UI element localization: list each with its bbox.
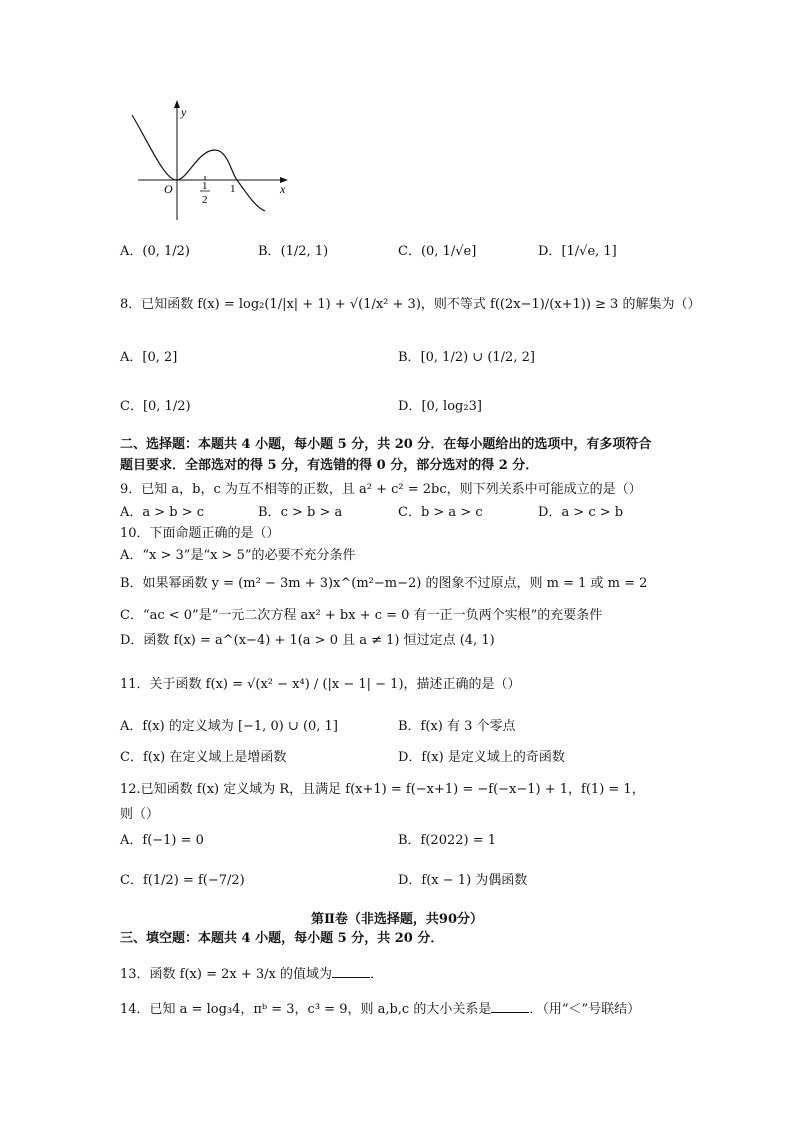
q10-stem: 10．下面命题正确的是（） — [120, 526, 280, 541]
q8-option-c-text: [0, 1/2) — [142, 399, 191, 414]
function-graph — [120, 95, 295, 225]
q7-option-c-letter: C． — [398, 244, 421, 259]
q10-option-d[interactable]: D．函数 f(x) = a^(x−4) + 1(a > 0 且 a ≠ 1) 恒过定点 (4, 1) — [120, 633, 495, 648]
q8-option-c[interactable] — [120, 398, 191, 416]
q12-stem-line2: 则（） — [120, 807, 160, 822]
q8-option-a-letter: A． — [120, 350, 143, 365]
q8-option-b-text: [0, 1/2) ∪ (1/2, 2] — [420, 350, 535, 365]
q7-option-d-text: [1/√e, 1] — [561, 244, 617, 259]
q8-stem: 8．已知函数 f(x) = log₂(1/|x| + 1) + √(1/x² + 3)，则不等式 f((2x−1)/(x+1)) ≥ 3 的解集为（） — [120, 297, 701, 312]
q14-end: ．（用“＜”号联结） — [529, 1002, 641, 1017]
q7-option-a-text: (0, 1/2) — [142, 244, 190, 259]
q8-option-b-letter: B． — [398, 350, 421, 365]
q9-option-b[interactable] — [258, 504, 342, 522]
tick-half-numerator: 1 — [202, 180, 208, 192]
q11-option-d[interactable]: D．f(x) 是定义域上的奇函数 — [398, 750, 565, 765]
q8-option-d-text: [0, log₂3] — [421, 399, 482, 414]
q9-option-d-letter: D． — [538, 505, 562, 520]
q14-stem: 14．已知 a = log₃4，πᵇ = 3，c³ = 9，则 a,b,c 的大小关系是 — [120, 1002, 492, 1017]
q12-option-c[interactable]: C．f(1/2) = f(−7/2) — [120, 873, 245, 888]
part2-title: 第Ⅱ卷（非选择题，共90分） — [310, 912, 484, 927]
q9-option-c-text: b > a > c — [420, 505, 483, 520]
q8-option-d[interactable] — [398, 398, 482, 416]
function-curve — [132, 115, 265, 211]
q13-line — [120, 965, 383, 984]
q8-option-d-letter: D． — [398, 399, 422, 414]
q9-option-c-letter: C． — [398, 505, 421, 520]
q8-option-b[interactable] — [398, 349, 535, 367]
q11-option-b[interactable]: B．f(x) 有 3 个零点 — [398, 719, 516, 734]
q9-stem: 9．已知 a，b，c 为互不相等的正数，且 a² + c² = 2bc，则下列关系中可能成立的是（） — [120, 482, 642, 497]
q7-option-b-text: (1/2, 1) — [280, 244, 329, 259]
tick-one-label: 1 — [230, 183, 236, 195]
q8-option-c-letter: C． — [120, 399, 143, 414]
section2-heading-line2: 题目要求．全部选对的得 5 分，有选错的得 0 分，部分选对的得 2 分． — [120, 458, 539, 473]
tick-half-denominator: 2 — [202, 194, 208, 206]
q10-option-a[interactable]: A．“x > 3”是“x > 5”的必要不充分条件 — [120, 548, 356, 563]
q10-option-b[interactable]: B．如果幂函数 y = (m² − 3m + 3)x^(m²−m−2) 的图象不过原点，则 m = 1 或 m = 2 — [120, 576, 648, 591]
q9-option-b-letter: B． — [258, 505, 281, 520]
q7-option-c[interactable] — [398, 243, 476, 261]
q9-option-c[interactable] — [398, 504, 483, 522]
q11-option-c[interactable]: C．f(x) 在定义域上是增函数 — [120, 750, 287, 765]
q13-end: ． — [370, 967, 384, 982]
q7-option-a-letter: A． — [120, 244, 143, 259]
q8-option-a[interactable] — [120, 349, 177, 367]
q9-option-b-text: c > b > a — [280, 505, 343, 520]
q14-answer-blank[interactable] — [491, 1000, 529, 1013]
q7-option-b-letter: B． — [258, 244, 281, 259]
y-axis-arrow — [174, 100, 180, 108]
q9-option-a-letter: A． — [120, 505, 143, 520]
q9-option-d[interactable] — [538, 504, 623, 522]
q11-stem: 11．关于函数 f(x) = √(x² − x⁴) / (|x − 1| − 1)，描述正确的是（） — [120, 677, 521, 692]
q13-stem: 13．函数 f(x) = 2x + 3/x 的值域为 — [120, 967, 332, 982]
q9-option-d-text: a > c > b — [561, 505, 624, 520]
q13-answer-blank[interactable] — [332, 965, 370, 978]
q11-option-a[interactable]: A．f(x) 的定义域为 [−1, 0) ∪ (0, 1] — [120, 719, 338, 734]
q7-option-c-text: (0, 1/√e] — [420, 244, 477, 259]
section2-heading-line1: 二、选择题：本题共 4 小题，每小题 5 分，共 20 分．在每小题给出的选项中，有多项符合 — [120, 437, 652, 452]
q7-option-b[interactable] — [258, 243, 328, 261]
origin-label: O — [164, 182, 173, 196]
q7-option-a[interactable] — [120, 243, 190, 261]
q10-option-c[interactable]: C．“ac < 0”是“一元二次方程 ax² + bx + c = 0 有一正一负两个实根”的充要条件 — [120, 608, 603, 623]
q12-option-b[interactable]: B．f(2022) = 1 — [398, 833, 497, 848]
axis-y-label: y — [181, 105, 187, 119]
q7-option-d-letter: D． — [538, 244, 562, 259]
q7-option-d[interactable] — [538, 243, 617, 261]
q12-option-d[interactable]: D．f(x − 1) 为偶函数 — [398, 873, 528, 888]
q12-stem-line1: 12.已知函数 f(x) 定义域为 R，且满足 f(x+1) = f(−x+1) = −f(−x−1) + 1，f(1) = 1， — [120, 782, 645, 797]
q12-option-a[interactable]: A．f(−1) = 0 — [120, 833, 204, 848]
q14-line — [120, 1000, 640, 1019]
axis-x-label: x — [280, 182, 286, 196]
q8-option-a-text: [0, 2] — [142, 350, 178, 365]
q9-option-a-text: a > b > c — [142, 505, 205, 520]
section3-heading: 三、填空题：本题共 4 小题，每小题 5 分，共 20 分． — [120, 931, 444, 946]
q9-option-a[interactable] — [120, 504, 204, 522]
